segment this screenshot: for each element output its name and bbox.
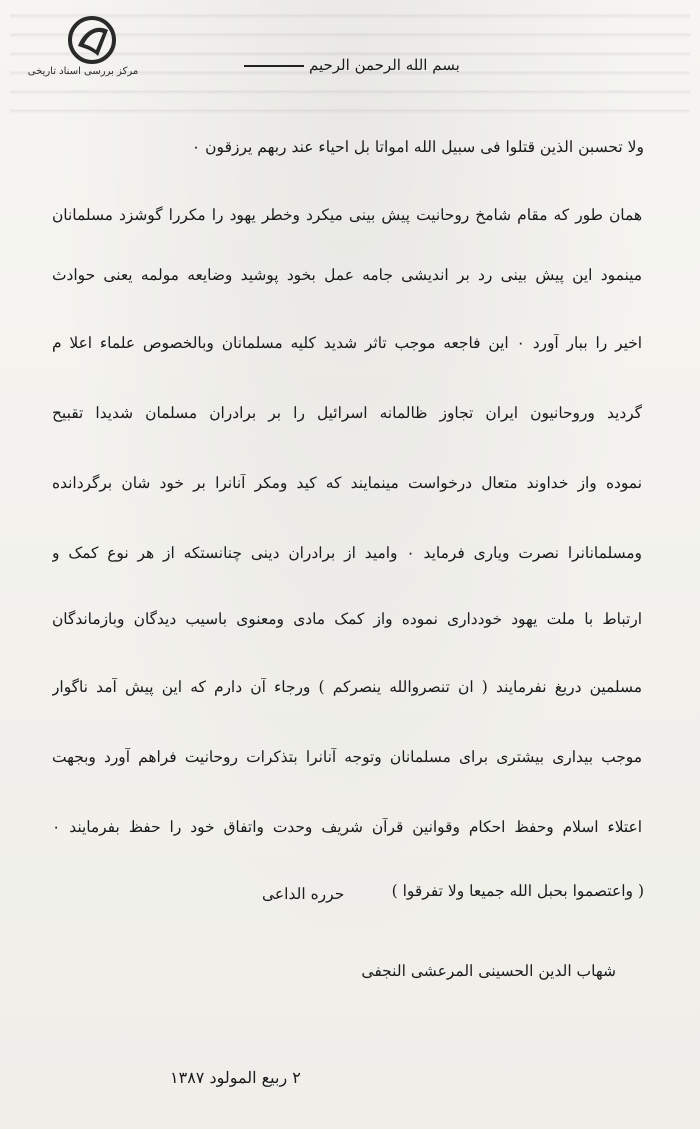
signature-name: شهاب الدين الحسينی المرعشی النجفی bbox=[361, 962, 616, 980]
body-line: اخير را ببار آورد ٠ اين فاجعه موجب تاثر شديد کليه مسلمانان وبالخصوص علماء اعلا م bbox=[52, 334, 642, 352]
basmala-flourish bbox=[244, 65, 304, 67]
body-line: مسلمين دريغ نفرمايند ( ان تنصروالله ينصركم ) ورجاء آن دارم که اين پيش آمد ناگوار bbox=[52, 678, 642, 696]
body-line: مينمود اين پيش بينی رد بر انديشی جامه عمل بخود پوشيد وضايعه مولمه يعنی حوادث bbox=[52, 266, 642, 284]
body-line: موجب بيداری بيشتری برای مسلمانان وتوجه آنانرا بتذکرات روحانيت فراهم آورد وبجهت bbox=[52, 748, 642, 766]
body-line: ومسلمانانرا نصرت ويارى فرمايد ٠ واميد از برادران دينی چنانستکه از هر نوع کمک و bbox=[52, 544, 642, 562]
body-line: ارتباط با ملت يهود خودداری نموده واز کمک مادی ومعنوی باسيب ديدگان وبازماندگان bbox=[52, 610, 642, 628]
body-line: نموده واز خداوند متعال درخواست مينمايند که کيد ومکر آنانرا بر خود شان برگردانده bbox=[52, 474, 642, 492]
closing-verse: ( واعتصموا بحبل الله جميعا ولا تفرقوا ) bbox=[391, 882, 644, 900]
archive-logo bbox=[18, 16, 138, 86]
body-line: گرديد وروحانيون ايران تجاوز ظالمانه اسرائيل را بر برادران مسلمان شديدا تقبيح bbox=[52, 404, 642, 422]
basmala-text: بسم الله الرحمن الرحيم bbox=[309, 56, 460, 74]
opening-verse: ولا تحسبن الذين قتلوا فی سبيل الله امواتا بل احياء عند ربهم يرزقون ٠ bbox=[191, 138, 644, 156]
archive-caption: مرکز بررسی اسناد تاریخی bbox=[27, 66, 139, 77]
body-line: اعتلاء اسلام وحفظ احکام وقوانين قرآن شريف وحدت واتفاق خود را حفظ بفرمايند ٠ bbox=[52, 818, 642, 836]
basmala-heading bbox=[0, 56, 700, 74]
body-line: همان طور که مقام شامخ روحانيت پيش بينی ميکرد وخطر يهود را مکررا گوشزد مسلمانان bbox=[52, 206, 642, 224]
writer-note: حرره الداعی bbox=[262, 885, 345, 903]
letter-date: ٢ ربيع المولود ١٣٨٧ bbox=[170, 1068, 301, 1087]
